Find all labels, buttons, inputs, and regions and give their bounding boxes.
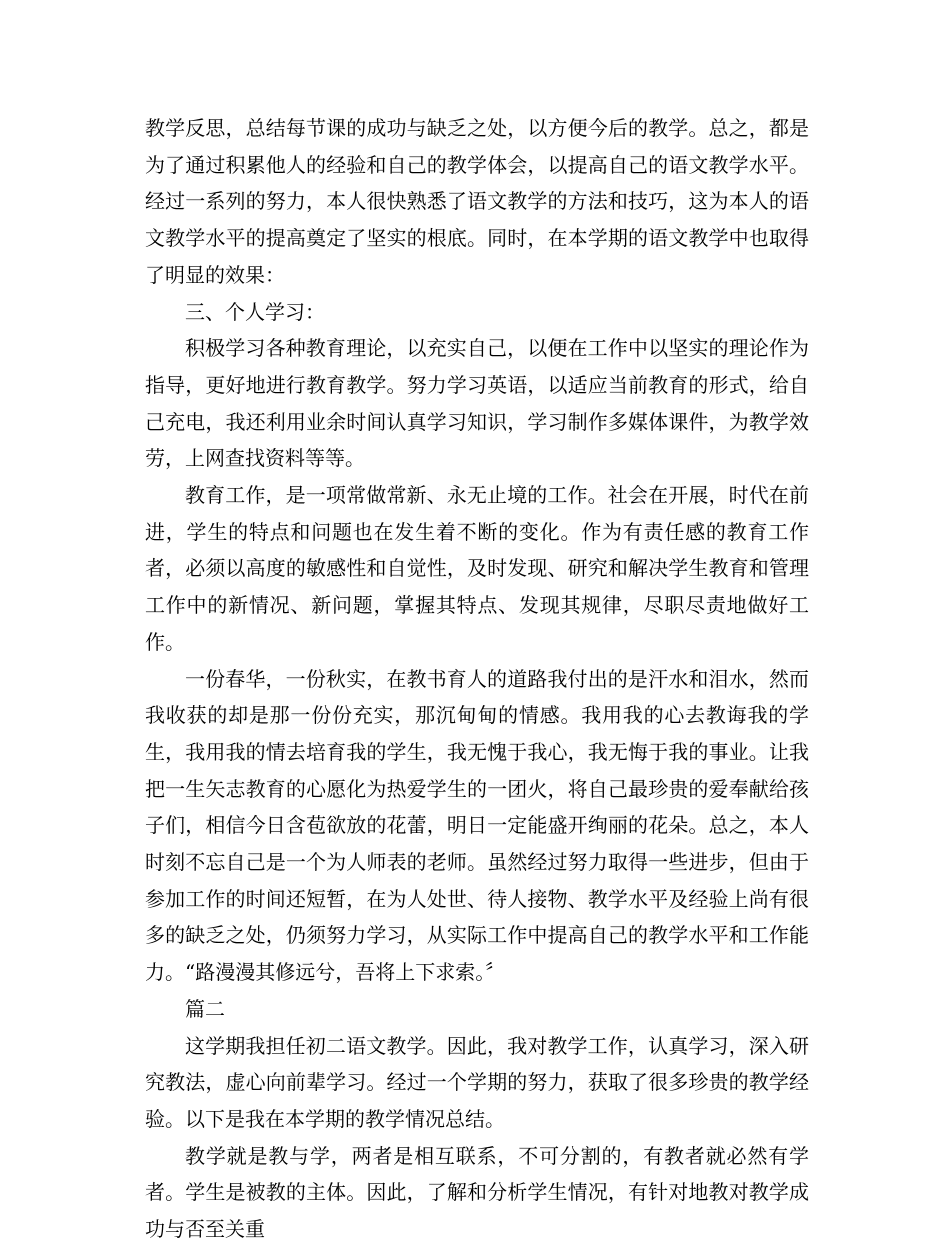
paragraph-continued: 教学反思，总结每节课的成功与缺乏之处，以方便今后的教学。总之，都是为了通过积累他人的经验和自己的教学体会，以提高自己的语文教学水平。经过一系列的努力，本人很快熟悉了语文教学的方法和技巧，这为本人的语文教学水平的提高奠定了坚实的根底。同时，在本学期的语文教学中也取得了明显的效果： <box>145 116 809 287</box>
paragraph: 一份春华，一份秋实，在教书育人的道路我付出的是汗水和泪水，然而我收获的却是那一份份充实，那沉甸甸的情感。我用我的心去教诲我的学生，我用我的情去培育我的学生，我无愧于我心，我无悔于我的事业。让我把一生矢志教育的心愿化为热爱学生的一团火，将自己最珍贵的爱奉献给孩子们，相信今日含苞欲放的花蕾，明日一定能盛开绚丽的花朵。总之，本人时刻不忘自己是一个为人师表的老师。虽然经过努力取得一些进步，但由于参加工作的时间还短暂，在为人处世、待人接物、教学水平及经验上尚有很多的缺乏之处，仍须努力学习，从实际工作中提高自己的教学水平和工作能力。“路漫漫其修远兮，吾将上下求索。〞 <box>145 666 809 985</box>
section-heading-part-two: 篇二 <box>185 996 225 1021</box>
document-body <box>145 110 809 1248</box>
section-heading-personal-study: 三、个人学习： <box>185 299 325 324</box>
paragraph: 积极学习各种教育理论，以充实自己，以便在工作中以坚实的理论作为指导，更好地进行教育教学。努力学习英语，以适应当前教育的形式，给自己充电，我还利用业余时间认真学习知识，学习制作多媒体课件，为教学效劳，上网查找资料等等。 <box>145 336 809 471</box>
paragraph: 教育工作，是一项常做常新、永无止境的工作。社会在开展，时代在前进，学生的特点和问题也在发生着不断的变化。作为有责任感的教育工作者，必须以高度的敏感性和自觉性，及时发现、研究和解决学生教育和管理工作中的新情况、新问题，掌握其特点、发现其规律，尽职尽责地做好工作。 <box>145 483 809 654</box>
paragraph: 这学期我担任初二语文教学。因此，我对教学工作，认真学习，深入研究教法，虚心向前辈学习。经过一个学期的努力，获取了很多珍贵的教学经验。以下是我在本学期的教学情况总结。 <box>145 1033 809 1131</box>
paragraph: 教学就是教与学，两者是相互联系，不可分割的，有教者就必然有学者。学生是被教的主体。因此，了解和分析学生情况，有针对地教对教学成功与否至关重 <box>145 1143 809 1242</box>
